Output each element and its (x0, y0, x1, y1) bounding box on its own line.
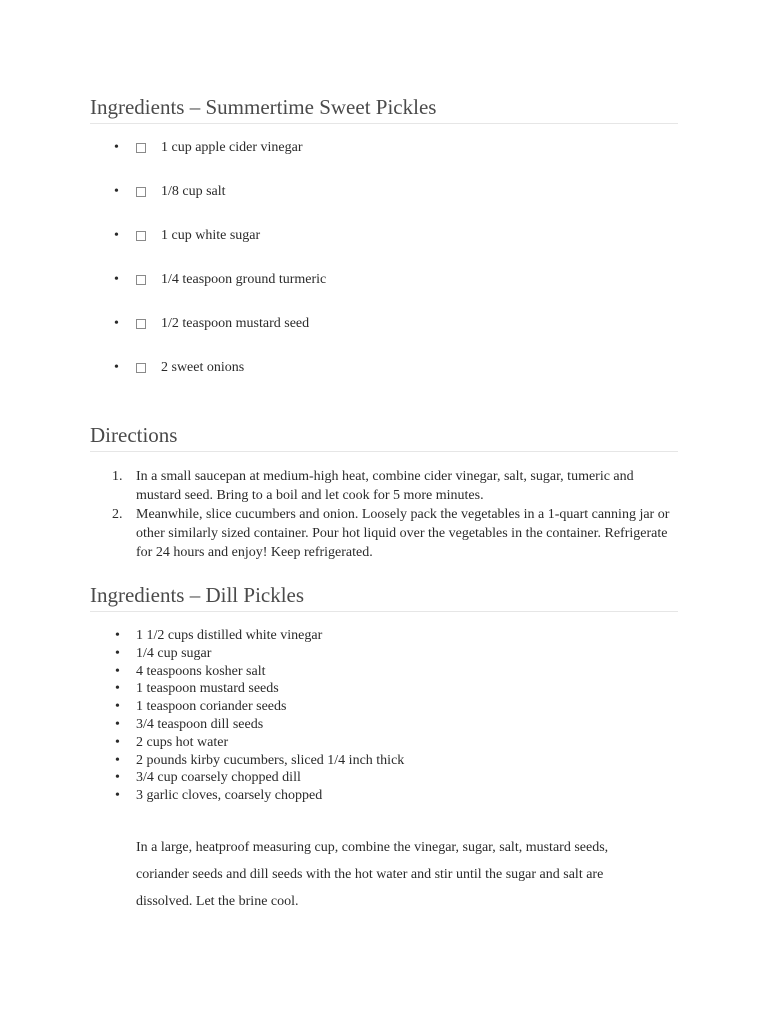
sweet-pickles-ingredient-checklist (90, 136, 650, 400)
bullet-icon: • (115, 663, 120, 679)
checkbox[interactable] (136, 319, 146, 329)
section-title-dill-pickles: Ingredients – Dill Pickles (90, 582, 678, 612)
checklist-item[interactable] (90, 180, 650, 224)
bullet-icon: • (115, 770, 120, 786)
list-item-label: 1 teaspoon coriander seeds (136, 699, 287, 715)
list-item (108, 680, 404, 698)
list-item (108, 627, 404, 645)
list-item-label: 3/4 cup coarsely chopped dill (136, 770, 301, 786)
bullet-icon: • (115, 788, 120, 804)
step-text: In a small saucepan at medium-high heat, combine cider vinegar, salt, sugar, tumeric and mustard seed. Bring to a boil and let cook for 5 more minutes. (136, 469, 634, 503)
checkbox[interactable] (136, 231, 146, 241)
bullet-icon: • (114, 360, 119, 375)
list-item (108, 645, 404, 663)
checklist-item-label: 1/8 cup salt (161, 184, 226, 199)
list-item (108, 716, 404, 734)
list-item-label: 3 garlic cloves, coarsely chopped (136, 788, 323, 804)
direction-step (108, 467, 678, 505)
list-item (108, 752, 404, 770)
list-item (108, 787, 404, 805)
directions-list (108, 467, 678, 562)
bullet-icon: • (114, 228, 119, 243)
bullet-icon: • (114, 272, 119, 287)
bullet-icon: • (114, 316, 119, 331)
step-text: Meanwhile, slice cucumbers and onion. Loosely pack the vegetables in a 1-quart canning jar or other similarly sized container. Pour hot liquid over the vegetables in the container. Refrigerate for 24 hours and enjoy! Keep refrigerated. (136, 507, 670, 560)
list-item (108, 769, 404, 787)
list-item-label: 4 teaspoons kosher salt (136, 663, 266, 679)
bullet-icon: • (115, 681, 120, 697)
checklist-item-label: 1 cup apple cider vinegar (161, 140, 303, 155)
bullet-icon: • (114, 140, 119, 155)
checklist-item[interactable] (90, 356, 650, 400)
list-item-label: 2 pounds kirby cucumbers, sliced 1/4 inch thick (136, 752, 405, 768)
bullet-icon: • (115, 628, 120, 643)
checklist-item-label: 1/2 teaspoon mustard seed (161, 316, 310, 331)
brine-instructions-paragraph: In a large, heatproof measuring cup, combine the vinegar, sugar, salt, mustard seeds, coriander seeds and dill seeds with the hot water and stir until the sugar and salt are dissolved. Let the brine cool. (136, 840, 609, 909)
checkbox[interactable] (136, 187, 146, 197)
bullet-icon: • (115, 699, 120, 715)
list-item (108, 698, 404, 716)
dill-pickles-ingredient-list (108, 627, 404, 805)
step-number: 1. (112, 469, 123, 484)
checklist-item[interactable] (90, 312, 650, 356)
bullet-icon: • (115, 752, 120, 768)
checklist-item[interactable] (90, 268, 650, 312)
bullet-icon: • (115, 645, 120, 661)
list-item (108, 663, 404, 681)
bullet-icon: • (115, 734, 120, 750)
list-item (108, 734, 404, 752)
checkbox[interactable] (136, 275, 146, 285)
checklist-item[interactable] (90, 224, 650, 268)
checklist-item-label: 1/4 teaspoon ground turmeric (161, 272, 327, 287)
checkbox[interactable] (136, 363, 146, 373)
section-title-sweet-pickles: Ingredients – Summertime Sweet Pickles (90, 94, 678, 124)
checklist-item-label: 1 cup white sugar (161, 228, 261, 243)
list-item-label: 1 1/2 cups distilled white vinegar (136, 628, 323, 643)
checkbox[interactable] (136, 143, 146, 153)
step-number: 2. (112, 507, 123, 522)
bullet-icon: • (114, 184, 119, 199)
list-item-label: 2 cups hot water (136, 734, 229, 750)
section-title-directions: Directions (90, 422, 678, 452)
direction-step (108, 505, 678, 562)
list-item-label: 3/4 teaspoon dill seeds (136, 716, 264, 732)
checklist-item-label: 2 sweet onions (161, 360, 245, 375)
bullet-icon: • (115, 716, 120, 732)
checklist-item[interactable] (90, 136, 650, 180)
list-item-label: 1/4 cup sugar (136, 645, 212, 661)
list-item-label: 1 teaspoon mustard seeds (136, 681, 279, 697)
